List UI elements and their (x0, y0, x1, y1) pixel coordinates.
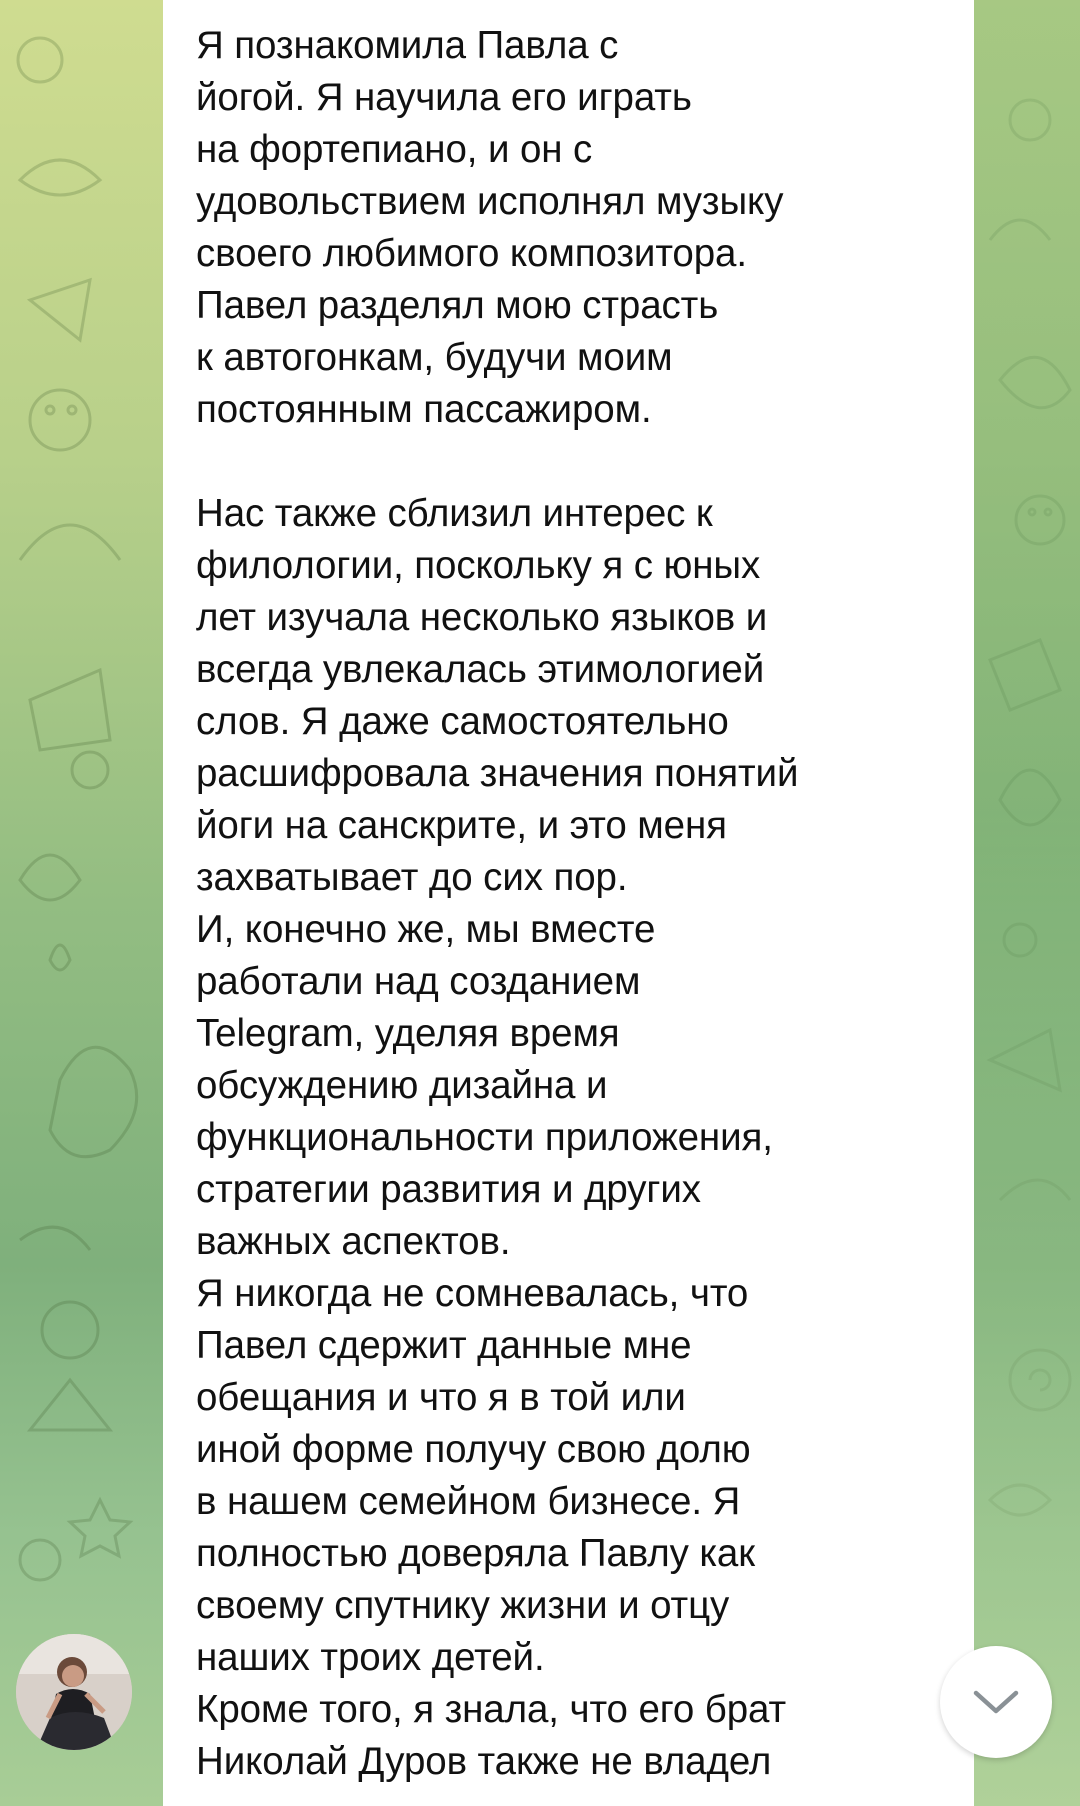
message-line: Павел сдержит данные мне (196, 1324, 692, 1367)
message-line: постоянным пассажиром. (196, 388, 652, 431)
message-line: Нас также сблизил интерес к (196, 492, 713, 535)
message-line: стратегии развития и других (196, 1168, 701, 1211)
scroll-down-button[interactable] (940, 1646, 1052, 1758)
message-line: расшифровала значения понятий (196, 752, 799, 795)
message-line: важных аспектов. (196, 1220, 511, 1263)
message-line: всегда увлекалась этимологией (196, 648, 765, 691)
message-line: наших троих детей. (196, 1636, 545, 1679)
message-bubble[interactable] (163, 0, 974, 1806)
message-line: в нашем семейном бизнесе. Я (196, 1480, 741, 1523)
message-line: И, конечно же, мы вместе (196, 908, 656, 951)
message-line: филологии, поскольку я с юных (196, 544, 761, 587)
message-line: Кроме того, я знала, что его брат (196, 1688, 787, 1731)
message-line: Павел разделял мою страсть (196, 284, 719, 327)
sender-avatar[interactable] (16, 1634, 132, 1750)
message-line: функциональности приложения, (196, 1116, 773, 1159)
message-line: Я никогда не сомневалась, что (196, 1272, 749, 1315)
message-line: иной форме получу свою долю (196, 1428, 751, 1471)
message-line: лет изучала несколько языков и (196, 596, 768, 639)
message-line: обещания и что я в той или (196, 1376, 686, 1419)
message-line: своего любимого композитора. (196, 232, 747, 275)
message-line: йоги на санскрите, и это меня (196, 804, 727, 847)
message-line: Я познакомила Павла с (196, 24, 619, 67)
message-line: своему спутнику жизни и отцу (196, 1584, 730, 1627)
chevron-down-icon (972, 1687, 1020, 1717)
message-line: на фортепиано, и он с (196, 128, 593, 171)
message-line: полностью доверяла Павлу как (196, 1532, 755, 1575)
message-line: йогой. Я научила его играть (196, 76, 692, 119)
paragraph-gap (196, 436, 956, 488)
message-line: работали над созданием (196, 960, 641, 1003)
message-line: обсуждению дизайна и (196, 1064, 608, 1107)
message-text (196, 20, 956, 1788)
user-avatar-photo (16, 1634, 132, 1750)
message-line: захватывает до сих пор. (196, 856, 628, 899)
message-line: Telegram, уделяя время (196, 1012, 620, 1055)
message-line: Николай Дуров также не владел (196, 1740, 772, 1783)
message-line: слов. Я даже самостоятельно (196, 700, 729, 743)
message-line: удовольствием исполнял музыку (196, 180, 784, 223)
message-line: к автогонкам, будучи моим (196, 336, 673, 379)
